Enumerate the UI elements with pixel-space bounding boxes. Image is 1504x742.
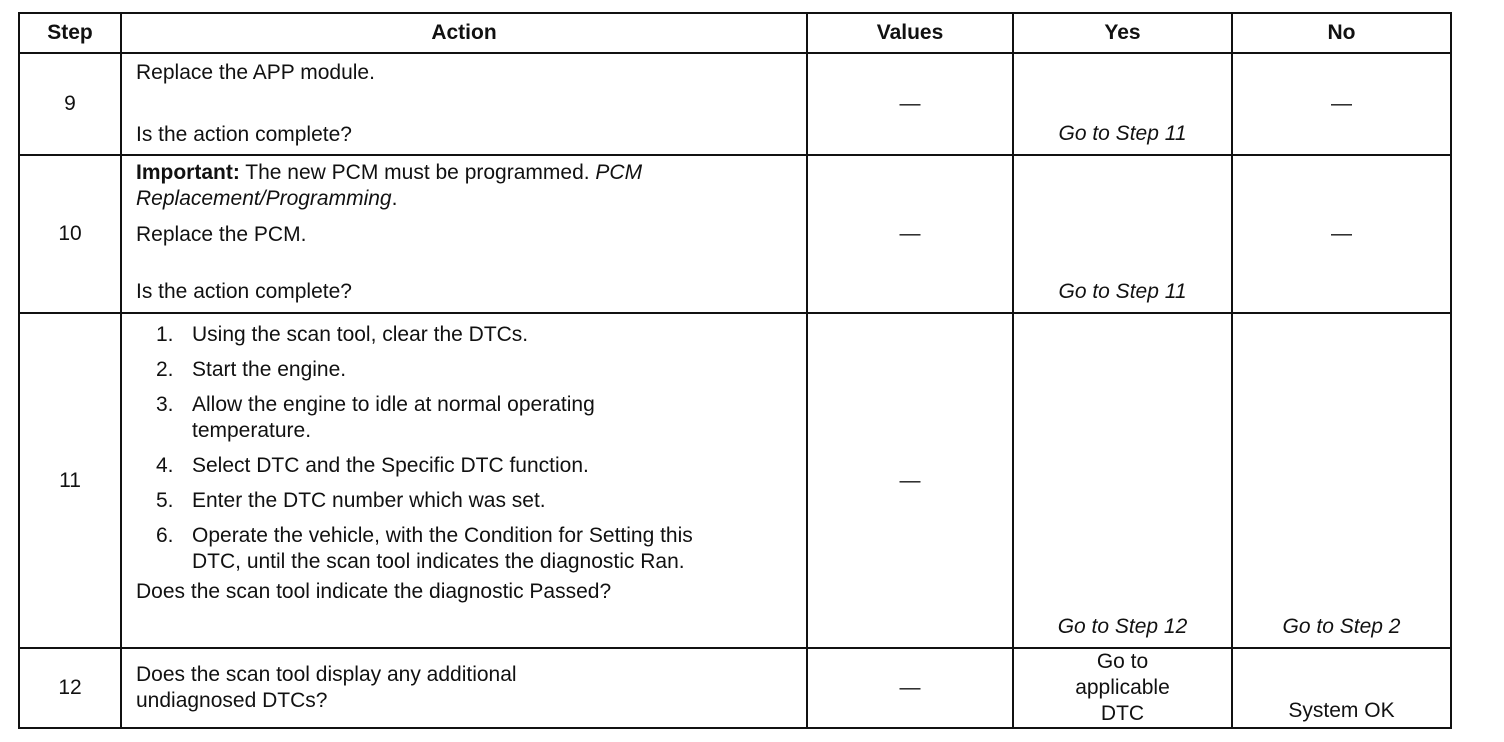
- important-note: [136, 160, 792, 212]
- action-cell: [121, 313, 807, 648]
- list-number: 4.: [156, 454, 174, 477]
- list-text: Select DTC and the Specific DTC function.: [192, 454, 589, 477]
- action-text: Replace the PCM.: [136, 223, 307, 246]
- table-row: [19, 648, 1451, 728]
- values-cell: —: [807, 155, 1013, 313]
- step-number: 10: [19, 155, 121, 313]
- header-yes: Yes: [1013, 13, 1232, 53]
- list-text: Enter the DTC number which was set.: [192, 489, 546, 512]
- no-cell: —: [1232, 155, 1451, 313]
- action-question: Is the action complete?: [136, 280, 352, 303]
- step-number: 11: [19, 313, 121, 648]
- action-question: Does the scan tool indicate the diagnostic Passed?: [136, 580, 612, 603]
- no-cell: System OK: [1232, 648, 1451, 728]
- important-reference: PCM Replacement/Programming: [136, 161, 643, 210]
- important-text: The new PCM must be programmed.: [239, 161, 596, 184]
- action-cell: [121, 53, 807, 155]
- values-cell: —: [807, 53, 1013, 155]
- yes-cell: Go to Step 11: [1013, 53, 1232, 155]
- step-number: 12: [19, 648, 121, 728]
- list-text: Operate the vehicle, with the Condition for Setting this DTC, until the scan tool indicates the diagnostic Ran.: [192, 524, 693, 573]
- list-item: [136, 453, 792, 479]
- action-question: Is the action complete?: [136, 123, 352, 146]
- action-question: Does the scan tool display any additional undiagnosed DTCs?: [136, 663, 517, 712]
- yes-cell: Go to Step 11: [1013, 155, 1232, 313]
- list-text: Using the scan tool, clear the DTCs.: [192, 323, 529, 346]
- list-number: 3.: [156, 393, 174, 416]
- header-row: [19, 13, 1451, 53]
- list-text: Start the engine.: [192, 358, 347, 381]
- header-step: Step: [19, 13, 121, 53]
- table-row: [19, 313, 1451, 648]
- list-item: [136, 392, 792, 444]
- list-number: 5.: [156, 489, 174, 512]
- action-cell: [121, 648, 807, 728]
- important-label: Important:: [136, 161, 240, 184]
- yes-cell: Go to Step 12: [1013, 313, 1232, 648]
- list-number: 6.: [156, 524, 174, 547]
- list-item: [136, 357, 792, 383]
- list-item: [136, 322, 792, 348]
- action-text: Replace the APP module.: [136, 61, 375, 84]
- values-cell: —: [807, 648, 1013, 728]
- values-cell: —: [807, 313, 1013, 648]
- table-row: [19, 53, 1451, 155]
- header-values: Values: [807, 13, 1013, 53]
- table-row: [19, 155, 1451, 313]
- step-number: 9: [19, 53, 121, 155]
- list-number: 2.: [156, 358, 174, 381]
- no-cell: —: [1232, 53, 1451, 155]
- list-item: [136, 488, 792, 514]
- list-number: 1.: [156, 323, 174, 346]
- procedure-list: [136, 322, 792, 575]
- header-action: Action: [121, 13, 807, 53]
- list-item: [136, 523, 792, 575]
- diagnostic-table: [18, 12, 1452, 729]
- no-cell: Go to Step 2: [1232, 313, 1451, 648]
- important-end: .: [391, 187, 398, 210]
- list-text: Allow the engine to idle at normal operating temperature.: [192, 393, 595, 442]
- header-no: No: [1232, 13, 1451, 53]
- action-cell: [121, 155, 807, 313]
- yes-cell: Go to applicable DTC: [1013, 648, 1232, 728]
